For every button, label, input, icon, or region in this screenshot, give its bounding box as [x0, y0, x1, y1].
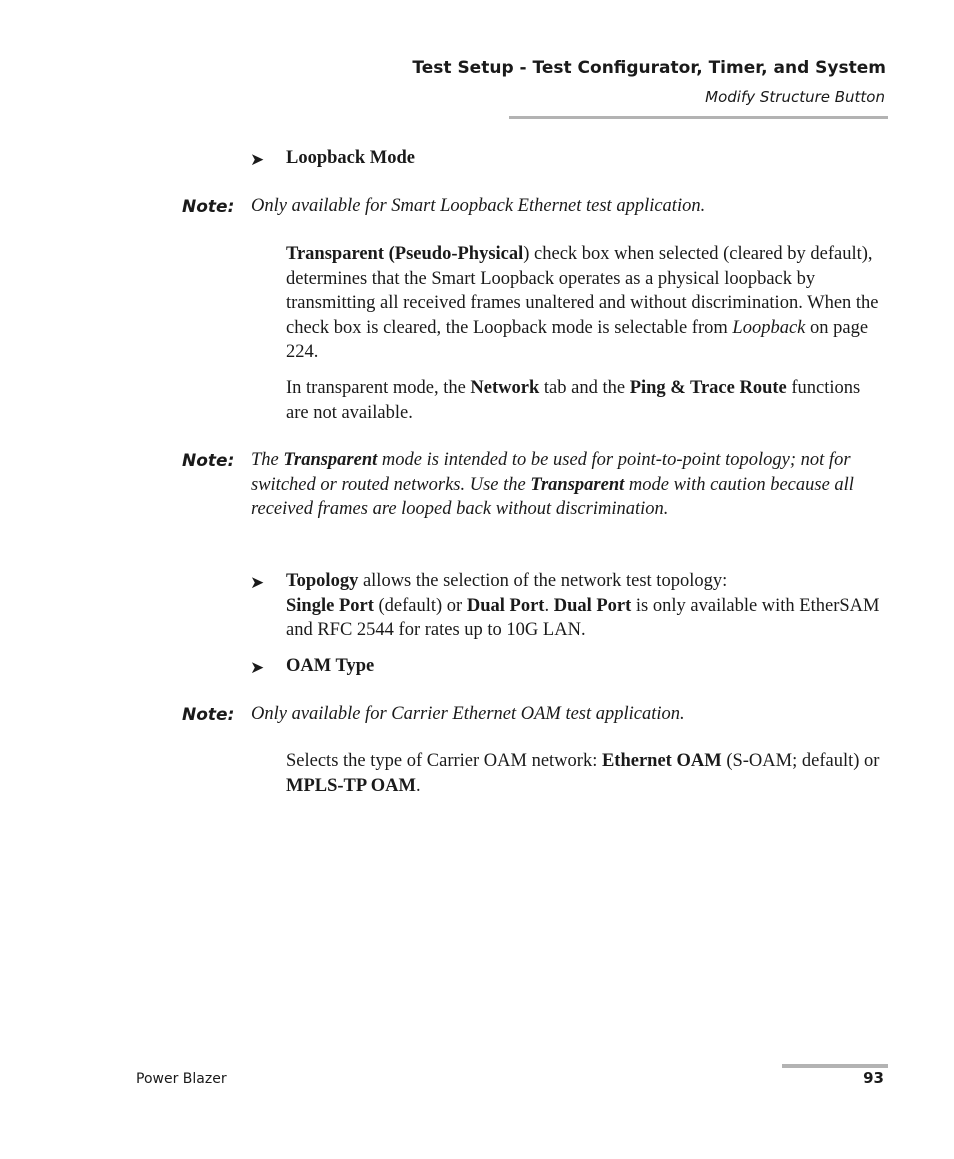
footer-product-name: Power Blazer — [136, 1071, 227, 1087]
transparent-mode-paragraph: In transparent mode, the Network tab and the Ping & Trace Route functions are not available. — [286, 378, 861, 423]
running-header-title: Test Setup - Test Configurator, Timer, and System — [412, 58, 886, 78]
note-transparent-topology: The Transparent mode is intended to be used for point-to-point topology; not for switched or routed networks. Use the Transparent mode with caution because all received frames are looped back without discrimination. — [251, 450, 854, 519]
loopback-mode-heading — [286, 146, 415, 171]
oam-type-paragraph: Selects the type of Carrier OAM network: Ethernet OAM (S-OAM; default) or MPLS-TP OAM. — [286, 751, 880, 796]
oam-type-label: OAM Type — [286, 656, 375, 676]
note-smart-loopback: Only available for Smart Loopback Ethernet test application. — [251, 196, 706, 216]
loopback-cross-reference-link[interactable]: Loopback — [732, 317, 806, 338]
bullet-arrow-icon: ➤ — [250, 573, 265, 592]
note-label: Note: — [182, 451, 235, 471]
loopback-mode-label: Loopback Mode — [286, 148, 416, 168]
footer-rule — [782, 1064, 888, 1068]
note-label: Note: — [182, 197, 235, 217]
page-number: 93 — [863, 1069, 884, 1087]
note-label: Note: — [182, 705, 235, 725]
oam-type-heading — [286, 654, 374, 679]
header-rule — [509, 116, 888, 119]
bullet-arrow-icon: ➤ — [250, 658, 265, 677]
transparent-description-paragraph: Transparent (Pseudo-Physical) check box when selected (cleared by default), determines that the Smart Loopback operates as a physical loopback by transmitting all received frames unaltered and without discrimination. When the check box is cleared, the Loopback mode is selectable from Loopback on page 224. — [286, 244, 879, 362]
running-header-subtitle: Modify Structure Button — [705, 88, 885, 106]
topology-paragraph: Topology allows the selection of the network test topology: Single Port (default) or Dual Port. Dual Port is only available with EtherSAM and RFC 2544 for rates up to 10G LAN. — [286, 571, 880, 640]
note-carrier-ethernet-oam: Only available for Carrier Ethernet OAM test application. — [251, 704, 685, 724]
transparent-checkbox-name: Transparent (Pseudo-Physical — [286, 244, 524, 264]
bullet-arrow-icon: ➤ — [250, 150, 265, 169]
